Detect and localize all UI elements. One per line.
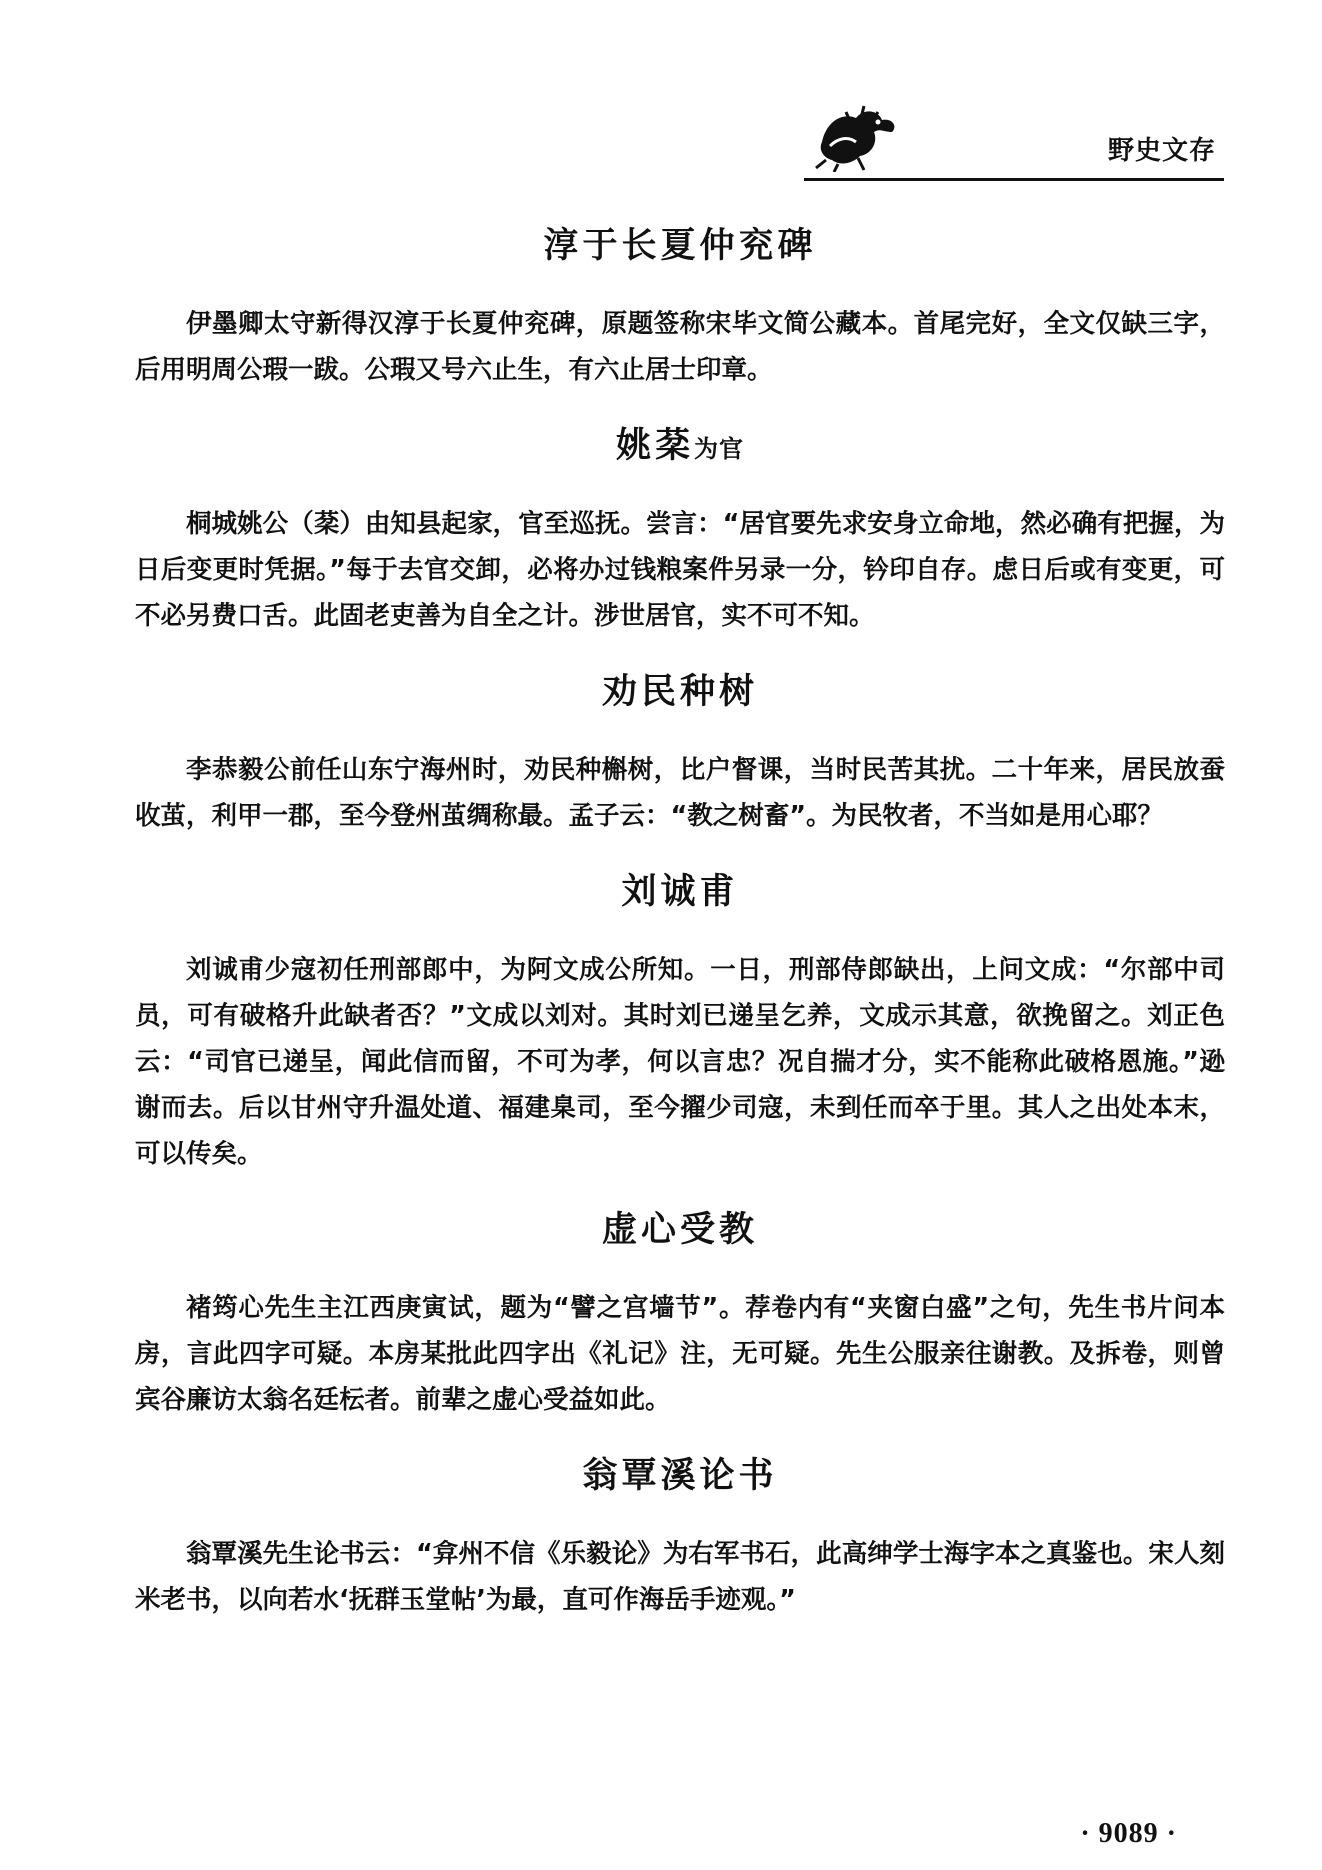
running-header (804, 100, 1224, 182)
section-title (135, 425, 1225, 467)
section-title-main: 劝民种树 (601, 671, 758, 712)
section-yao-fen (135, 425, 1225, 639)
article-body (135, 225, 1225, 1655)
page-number: · 9089 · (1080, 1818, 1177, 1849)
section-chunyu-stele (135, 225, 1225, 393)
section-title (135, 1209, 1225, 1251)
section-paragraph: 桐城姚公（棻）由知县起家，官至巡抚。尝言：“居官要先求安身立命地，然必确有把握，为日后变更时凭据。”每于去官交卸，必将办过钱粮案件另录一分，钤印自存。虑日后或有变更，可不必另费口舌。此固老吏善为自全之计。涉世居官，实不可不知。 (135, 509, 1225, 631)
section-paragraph: 翁覃溪先生论书云：“弇州不信《乐毅论》为右军书石，此高绅学士海字本之真鉴也。宋人刻米老书，以向若水‘抚群玉堂帖’为最，直可作海岳手迹观。” (135, 1539, 1225, 1615)
section-paragraph: 伊墨卿太守新得汉淳于长夏仲兖碑，原题签称宋毕文简公藏本。首尾完好，全文仅缺三字，后用明周公瑕一跋。公瑕又号六止生，有六止居士印章。 (135, 309, 1225, 385)
section-liu-chengfu (135, 871, 1225, 1177)
header-rule (804, 178, 1224, 181)
section-paragraph: 刘诚甫少寇初任刑部郎中，为阿文成公所知。一日，刑部侍郎缺出，上问文成：“尔部中司员，可有破格升此缺者否？”文成以刘对。其时刘已递呈乞养，文成示其意，欲挽留之。刘正色云：“司官已递呈，闻此信而留，不可为孝，何以言忠？况自揣才分，实不能称此破格恩施。”逊谢而去。后以甘州守升温处道、福建臬司，至今擢少司寇，未到任而卒于里。其人之出处本末，可以传矣。 (135, 955, 1225, 1169)
section-humble-learning (135, 1209, 1225, 1423)
section-title-main: 淳于长夏仲兖碑 (543, 225, 817, 266)
section-title-main: 姚棻 (615, 425, 694, 466)
section-paragraph: 褚筠心先生主江西庚寅试，题为“譬之宫墙节”。荐卷内有“夹窗白盛”之句，先生书片问本房，言此四字可疑。本房某批此四字出《礼记》注，无可疑。先生公服亲往谢教。及拆卷，则曾宾谷廉访太翁名廷枟者。前辈之虚心受益如此。 (135, 1293, 1225, 1415)
section-plant-trees (135, 671, 1225, 839)
book-title: 野史文存 (1107, 136, 1216, 166)
section-weng-calligraphy (135, 1455, 1225, 1623)
section-paragraph: 李恭毅公前任山东宁海州时，劝民种槲树，比户督课，当时民苦其扰。二十年来，居民放蚕收茧，利甲一郡，至今登州茧绸称最。孟子云：“教之树畜”。为民牧者，不当如是用心耶？ (135, 755, 1225, 831)
section-title-main: 翁覃溪论书 (582, 1455, 778, 1496)
section-title (135, 225, 1225, 267)
dragon-emblem-icon (812, 102, 902, 172)
section-title (135, 671, 1225, 713)
section-title (135, 1455, 1225, 1497)
section-title-main: 刘诚甫 (621, 871, 739, 912)
section-title-main: 虚心受教 (601, 1209, 758, 1250)
section-title (135, 871, 1225, 913)
section-title-sub: 为官 (694, 434, 744, 463)
